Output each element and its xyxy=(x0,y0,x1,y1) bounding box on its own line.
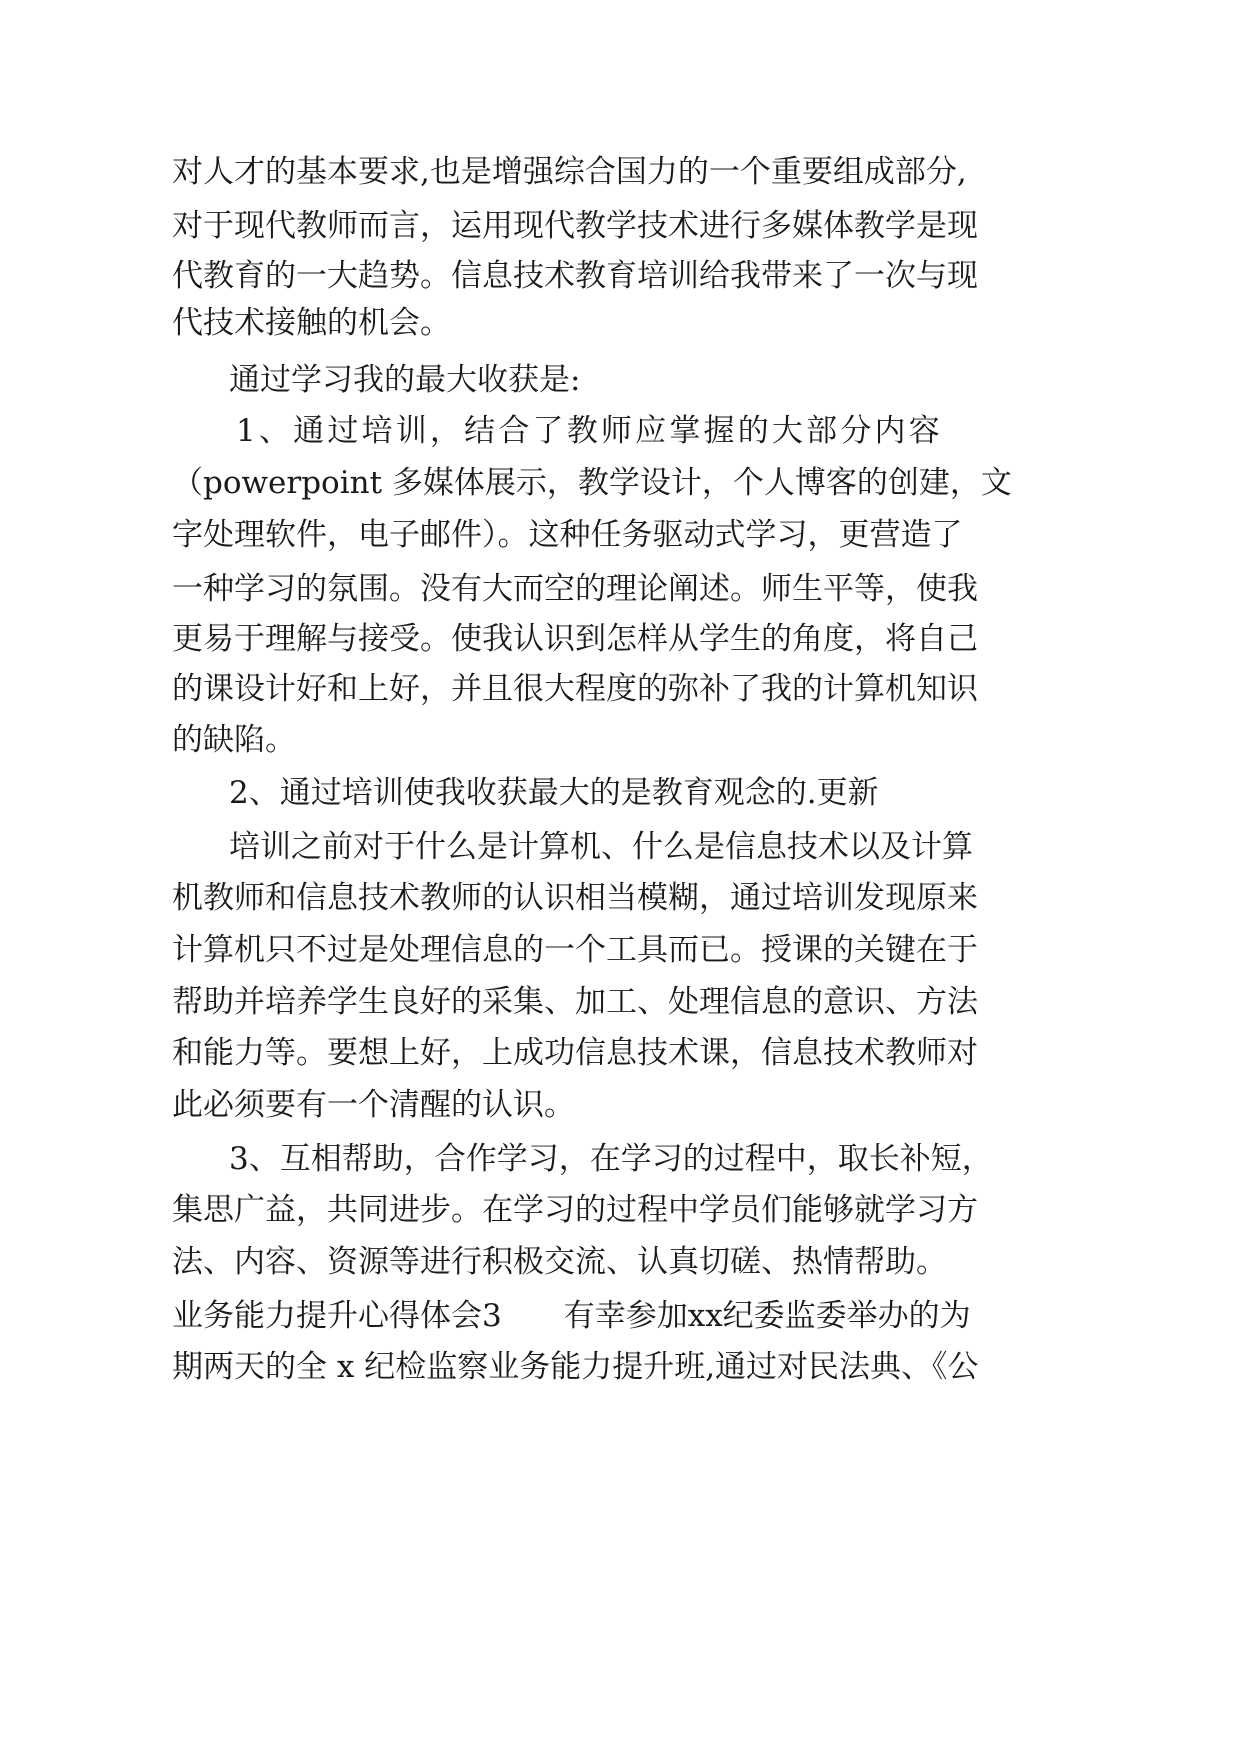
text-line: 3、互相帮助，合作学习，在学习的过程中，取长补短， xyxy=(229,1141,993,1177)
text-line: 法、内容、资源等进行积极交流、认真切磋、热情帮助。 xyxy=(172,1244,947,1280)
text-line: 字处理软件，电子邮件）。这种任务驱动式学习，更营造了 xyxy=(172,517,963,553)
text-line: （powerpoint 多媒体展示，教学设计，个人博客的创建，文 xyxy=(172,465,1012,501)
text-line: 2、通过培训使我收获最大的是教育观念的.更新 xyxy=(229,775,879,811)
text-line: 业务能力提升心得体会3 有幸参加xx纪委监委举办的为 xyxy=(172,1298,971,1334)
text-line: 培训之前对于什么是计算机、什么是信息技术以及计算 xyxy=(229,829,973,865)
text-line: 更易于理解与接受。使我认识到怎样从学生的角度，将自己 xyxy=(172,621,978,657)
text-line: 的缺陷。 xyxy=(172,722,296,758)
text-line: 通过学习我的最大收获是: xyxy=(229,362,581,398)
text-line: 代教育的一大趋势。信息技术教育培训给我带来了一次与现 xyxy=(172,258,978,294)
text-line: 集思广益，共同进步。在学习的过程中学员们能够就学习方 xyxy=(172,1192,978,1228)
text-line: 期两天的全 x 纪检监察业务能力提升班,通过对民法典、《公 xyxy=(172,1349,979,1385)
text-line: 一种学习的氛围。没有大而空的理论阐述。师生平等，使我 xyxy=(172,571,978,607)
text-line: 的课设计好和上好，并且很大程度的弥补了我的计算机知识 xyxy=(172,671,978,707)
text-line: 机教师和信息技术教师的认识相当模糊，通过培训发现原来 xyxy=(172,880,978,916)
text-line: 此必须要有一个清醒的认识。 xyxy=(172,1087,575,1123)
text-line: 对于现代教师而言，运用现代教学技术进行多媒体教学是现 xyxy=(172,208,978,244)
text-line: 对人才的基本要求,也是增强综合国力的一个重要组成部分, xyxy=(172,154,967,190)
text-line: 1、通过培训，结合了教师应掌握的大部分内容 xyxy=(236,413,943,449)
text-line: 计算机只不过是处理信息的一个工具而已。授课的关键在于 xyxy=(172,932,978,968)
text-line: 代技术接触的机会。 xyxy=(172,305,451,341)
text-line: 帮助并培养学生良好的采集、加工、处理信息的意识、方法 xyxy=(172,984,978,1020)
text-line: 和能力等。要想上好，上成功信息技术课，信息技术教师对 xyxy=(172,1035,978,1071)
